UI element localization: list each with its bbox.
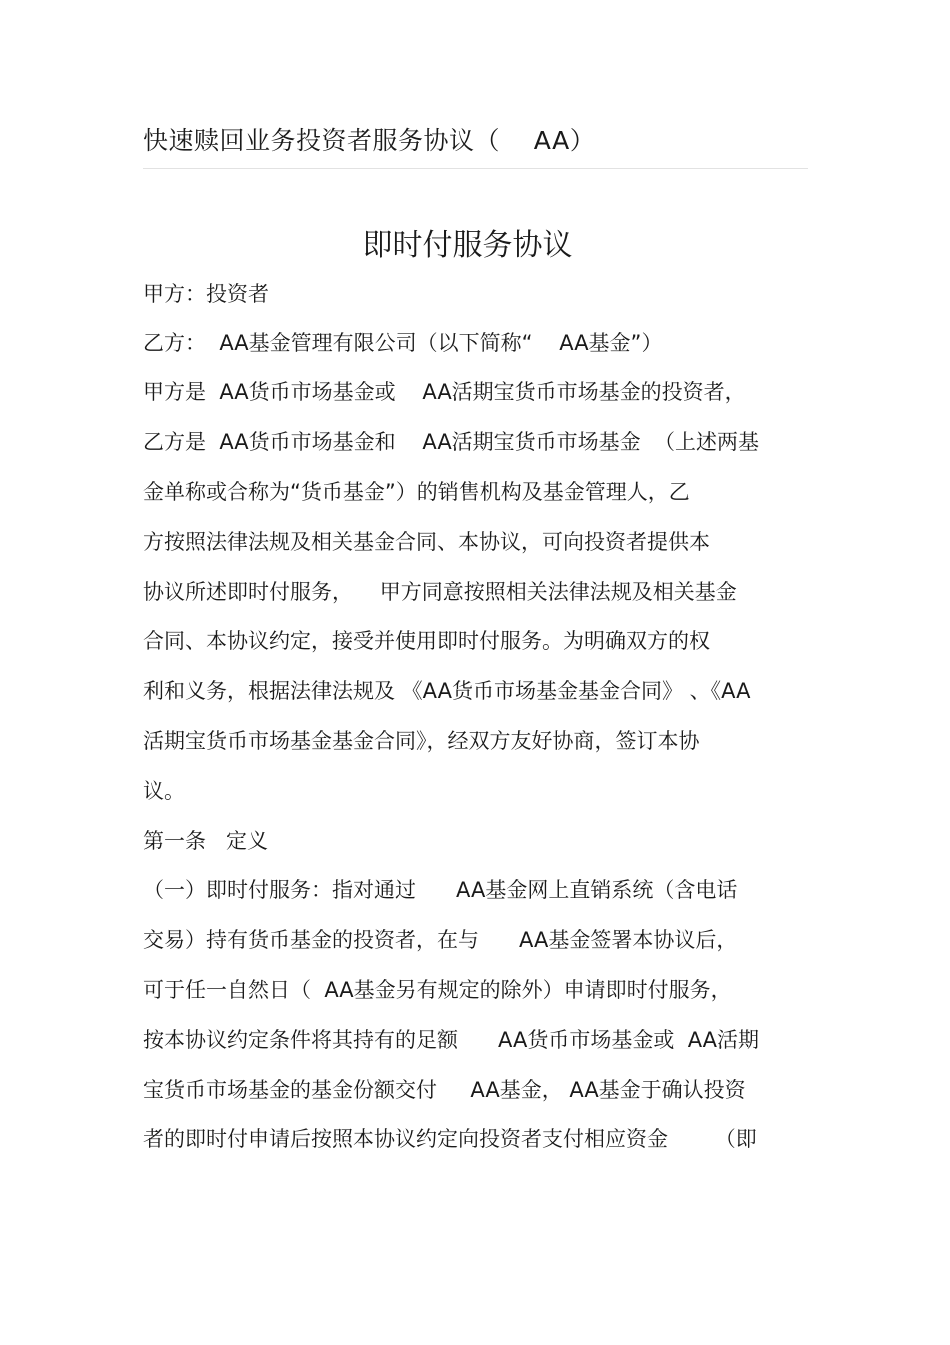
header-divider [143, 168, 808, 169]
body-line: 协议所述即时付服务， 甲方同意按照相关法律法规及相关基金 [143, 580, 737, 604]
body-line: 交易）持有货币基金的投资者，在与 AA基金签署本协议后， [143, 928, 738, 952]
body-line: 活期宝货币市场基金基金合同》，经双方友好协商，签订本协 [143, 729, 700, 753]
body-line: 金单称或合称为“货币基金”）的销售机构及基金管理人，乙 [143, 480, 690, 504]
body-line: 可于任一自然日（ AA基金另有规定的除外）申请即时付服务， [143, 978, 732, 1002]
body-line: 议。 [143, 779, 185, 803]
document-title: 即时付服务协议 [362, 228, 573, 263]
body-line: 方按照法律法规及相关基金合同、本协议，可向投资者提供本 [143, 530, 710, 554]
body-line: 合同、本协议约定，接受并使用即时付服务。为明确双方的权 [143, 629, 710, 653]
party-a-line: 甲方：投资者 [143, 282, 269, 306]
running-header-title: 快速赎回业务投资者服务协议（ AA） [143, 126, 596, 155]
body-line: 者的即时付申请后按照本协议约定向投资者支付相应资金 （即 [143, 1127, 757, 1151]
body-line: 按本协议约定条件将其持有的足额 AA货币市场基金或 AA活期 [143, 1028, 760, 1052]
party-b-line: 乙方： AA基金管理有限公司（以下简称“ AA基金”） [143, 331, 663, 355]
section-heading-article-1: 第一条 定义 [143, 829, 269, 853]
body-line: 宝货币市场基金的基金份额交付 AA基金， AA基金于确认投资 [143, 1078, 746, 1102]
body-line: 乙方是 AA货币市场基金和 AA活期宝货币市场基金 （上述两基 [143, 430, 760, 454]
body-line: （一）即时付服务：指对通过 AA基金网上直销系统（含电话 [143, 878, 738, 902]
body-line: 利和义务，根据法律法规及 《AA货币市场基金基金合同》 、《AA [143, 679, 751, 703]
body-line: 甲方是 AA货币市场基金或 AA活期宝货币市场基金的投资者， [143, 380, 746, 404]
